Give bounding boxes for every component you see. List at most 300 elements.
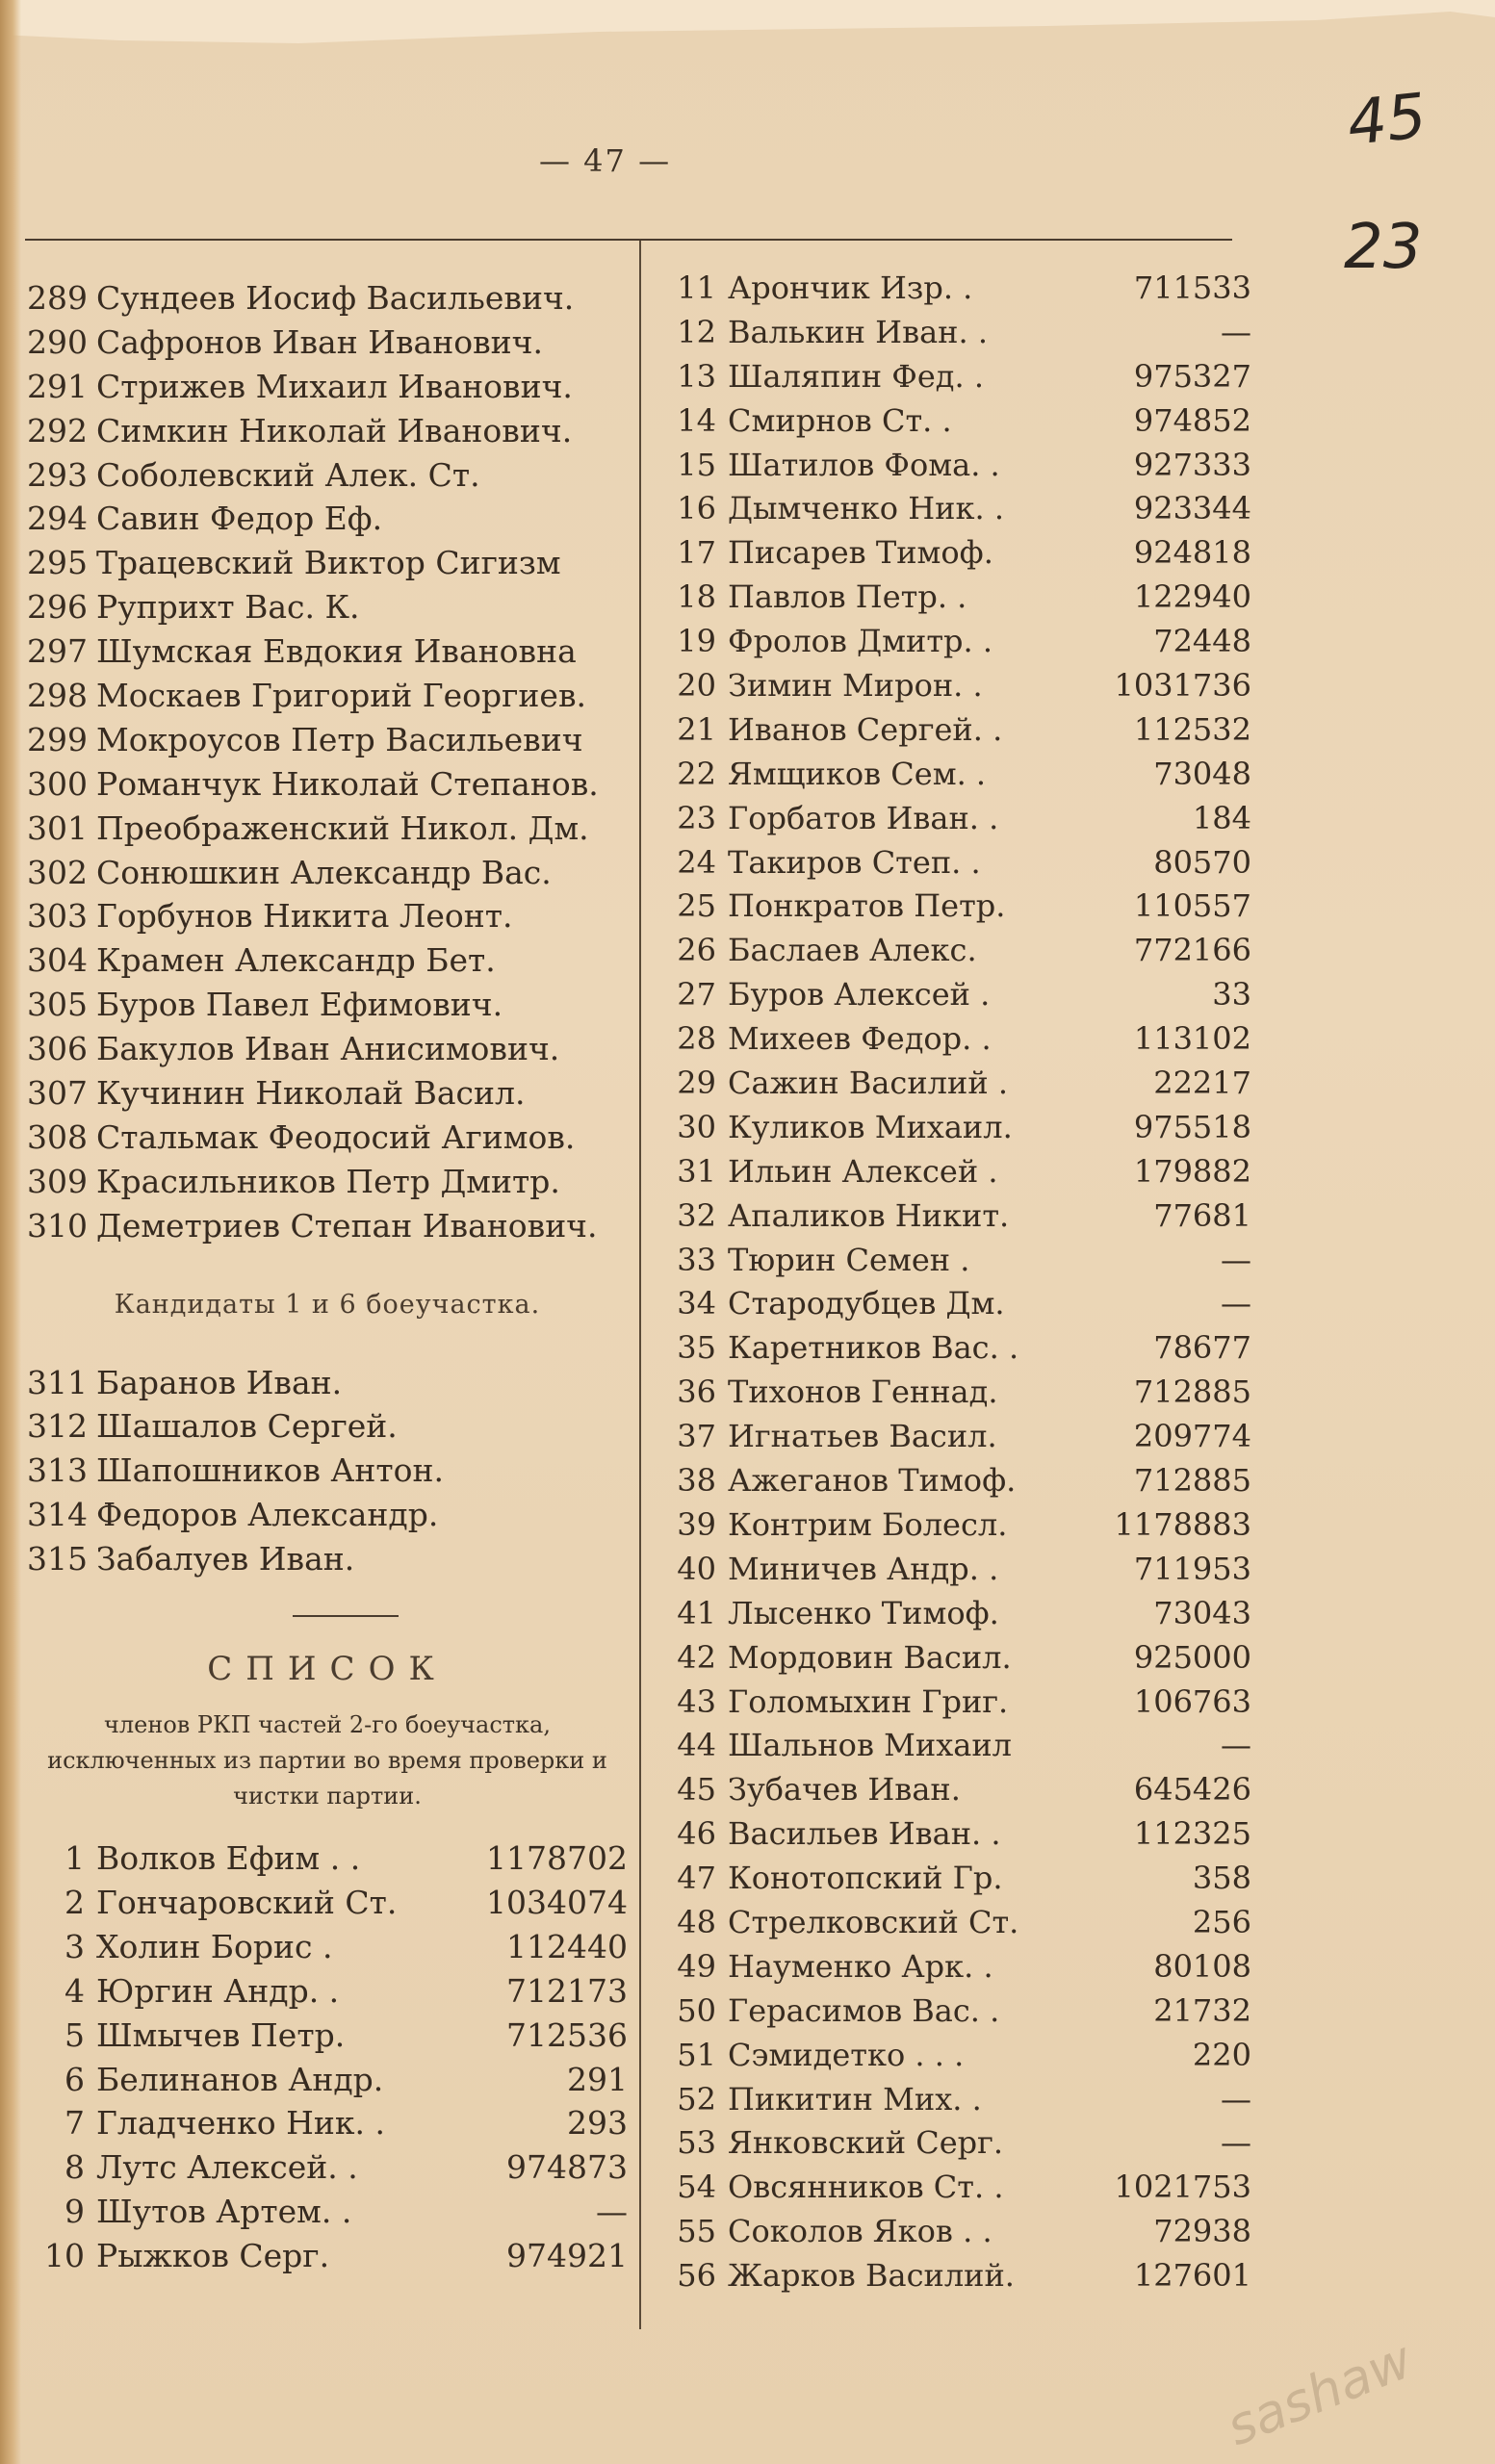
list-item <box>655 1020 1251 1065</box>
list-item <box>27 279 628 323</box>
item-number: 41 <box>677 1594 716 1631</box>
member-name: Федоров Александр. <box>96 1496 439 1534</box>
member-name: Смирнов Ст. . <box>728 401 952 439</box>
handwritten-note-top: 45 <box>1344 80 1431 161</box>
item-number: 17 <box>677 534 716 572</box>
list-item <box>27 2237 628 2281</box>
member-name: Рыжков Серг. <box>96 2237 330 2275</box>
member-name: Шумская Евдокия Ивановна <box>96 632 577 671</box>
item-number: 51 <box>677 2036 716 2073</box>
item-number: 21 <box>677 710 716 748</box>
item-number: 305 <box>27 986 88 1024</box>
member-name: Забалуев Иван. <box>96 1540 355 1578</box>
member-name: Белинанов Андр. <box>96 2060 384 2098</box>
item-number: 2 <box>64 1883 85 1921</box>
party-card-number: 220 <box>1192 2036 1251 2073</box>
torn-top-edge <box>0 0 1495 58</box>
member-name: Стародубцев Дм. <box>728 1285 1005 1322</box>
list-item <box>27 1407 628 1451</box>
item-number: 46 <box>677 1815 716 1853</box>
candidates-heading: Кандидаты 1 и 6 боеучастка. <box>114 1289 541 1320</box>
list-item <box>27 1030 628 1074</box>
list-item <box>655 976 1251 1020</box>
member-name: Горбунов Никита Леонт. <box>96 897 513 936</box>
item-number: 38 <box>677 1462 716 1500</box>
item-number: 290 <box>27 322 88 361</box>
party-card-number: 923344 <box>1133 490 1251 527</box>
item-number: 5 <box>64 2015 85 2054</box>
item-number: 1 <box>64 1839 85 1878</box>
member-name: Крамен Александр Бет. <box>96 941 496 980</box>
item-number: 52 <box>677 2080 716 2118</box>
member-name: Шашалов Сергей. <box>96 1407 398 1446</box>
list-item <box>27 1207 628 1251</box>
member-name: Преображенский Никол. Дм. <box>96 808 589 847</box>
item-number: 295 <box>27 544 88 582</box>
list-item <box>655 844 1251 888</box>
list-item <box>655 270 1251 314</box>
list-item <box>655 623 1251 667</box>
list-item <box>27 1163 628 1207</box>
list-item <box>27 1884 628 1928</box>
item-number: 9 <box>64 2193 85 2231</box>
party-card-number: 974873 <box>506 2148 628 2187</box>
list-item <box>655 1242 1251 1286</box>
party-card-number: 112532 <box>1133 710 1251 748</box>
item-number: 33 <box>677 1241 716 1278</box>
party-card-number: 975518 <box>1133 1108 1251 1145</box>
party-card-number: 106763 <box>1133 1682 1251 1720</box>
item-number: 49 <box>677 1947 716 1985</box>
party-card-number: 1178702 <box>486 1839 628 1878</box>
party-card-number: 1178883 <box>1114 1505 1251 1543</box>
party-card-number: 974852 <box>1133 401 1251 439</box>
party-card-number: 72938 <box>1153 2213 1251 2250</box>
member-name: Такиров Степ. . <box>728 843 981 881</box>
item-number: 6 <box>64 2060 85 2098</box>
party-card-number: 925000 <box>1133 1638 1251 1676</box>
item-number: 32 <box>677 1196 716 1234</box>
item-number: 296 <box>27 588 88 627</box>
item-number: 311 <box>27 1363 88 1401</box>
member-name: Стрижев Михаил Иванович. <box>96 367 573 405</box>
list-item <box>655 932 1251 976</box>
list-item <box>27 854 628 898</box>
member-name: Писарев Тимоф. <box>728 534 993 572</box>
list-item <box>27 809 628 854</box>
list-item <box>655 447 1251 491</box>
party-card-number: 112325 <box>1133 1815 1251 1853</box>
party-card-number: — <box>1221 1727 1251 1764</box>
left-column <box>27 279 628 2281</box>
member-name: Мордовин Васил. <box>728 1638 1012 1676</box>
member-name: Герасимов Вас. . <box>728 1991 1000 2029</box>
list-item <box>655 800 1251 844</box>
member-name: Каретников Вас. . <box>728 1329 1019 1367</box>
member-name: Шапошников Антон. <box>96 1451 445 1490</box>
party-card-number: 711953 <box>1133 1550 1251 1587</box>
member-name: Соболевский Алек. Ст. <box>96 455 480 494</box>
party-card-number: 73043 <box>1153 1594 1251 1631</box>
item-number: 55 <box>677 2213 716 2250</box>
item-number: 15 <box>677 446 716 483</box>
item-number: 291 <box>27 367 88 405</box>
item-number: 28 <box>677 1020 716 1058</box>
list-item <box>655 1462 1251 1506</box>
list-item <box>27 1364 628 1408</box>
item-number: 26 <box>677 932 716 969</box>
party-card-number: 712885 <box>1133 1462 1251 1500</box>
list-item <box>27 1928 628 1972</box>
party-card-number: 179882 <box>1133 1152 1251 1190</box>
party-card-number: 712173 <box>506 1971 628 2010</box>
member-name: Гончаровский Ст. <box>96 1883 398 1921</box>
item-number: 56 <box>677 2257 716 2295</box>
list-item <box>655 1815 1251 1860</box>
list-item <box>655 1904 1251 1948</box>
list-item <box>27 323 628 368</box>
member-name: Васильев Иван. . <box>728 1815 1001 1853</box>
member-name: Михеев Федор. . <box>728 1020 992 1058</box>
item-number: 300 <box>27 764 88 803</box>
list-item <box>655 1683 1251 1728</box>
list-item <box>27 1074 628 1118</box>
list-item <box>655 2169 1251 2213</box>
item-number: 299 <box>27 720 88 758</box>
expelled-list-right <box>655 270 1251 2301</box>
item-number: 40 <box>677 1550 716 1587</box>
party-card-number: 112440 <box>506 1927 628 1965</box>
item-number: 8 <box>64 2148 85 2187</box>
list-item <box>655 1727 1251 1771</box>
party-card-number: 712885 <box>1133 1373 1251 1411</box>
list-item <box>655 314 1251 358</box>
list-item <box>27 412 628 456</box>
item-number: 307 <box>27 1074 88 1113</box>
member-name: Красильников Петр Дмитр. <box>96 1162 560 1200</box>
member-name: Науменко Арк. . <box>728 1947 993 1985</box>
member-name: Апаликов Никит. <box>728 1196 1010 1234</box>
list-item <box>655 358 1251 402</box>
member-name: Арончик Изр. . <box>728 270 973 306</box>
party-card-number: 924818 <box>1133 534 1251 572</box>
item-number: 4 <box>64 1971 85 2010</box>
party-card-number: 78677 <box>1153 1329 1251 1367</box>
member-name: Миничев Андр. . <box>728 1550 999 1587</box>
list-item <box>655 2037 1251 2081</box>
party-card-number: 772166 <box>1133 932 1251 969</box>
list-item <box>655 1860 1251 1904</box>
member-name: Иванов Сергей. . <box>728 710 1003 748</box>
item-number: 44 <box>677 1727 716 1764</box>
item-number: 39 <box>677 1505 716 1543</box>
item-number: 12 <box>677 313 716 350</box>
item-number: 47 <box>677 1860 716 1897</box>
item-number: 310 <box>27 1206 88 1245</box>
right-column <box>655 270 1251 2301</box>
member-name: Гладченко Ник. . <box>96 2104 385 2143</box>
member-name: Пикитин Мих. . <box>728 2080 982 2118</box>
party-card-number: — <box>1221 1285 1251 1322</box>
list-item <box>655 534 1251 578</box>
item-number: 294 <box>27 500 88 538</box>
list-item <box>655 1285 1251 1329</box>
member-name: Юргин Андр. . <box>96 1971 340 2010</box>
list-item <box>27 765 628 809</box>
list-item <box>655 2081 1251 2125</box>
item-number: 27 <box>677 976 716 1014</box>
list-item <box>27 544 628 588</box>
list-item <box>27 941 628 986</box>
list-item <box>27 1496 628 1540</box>
item-number: 42 <box>677 1638 716 1676</box>
list-item <box>655 1551 1251 1595</box>
handwritten-note-second: 23 <box>1344 212 1423 283</box>
item-number: 312 <box>27 1407 88 1446</box>
list-item <box>27 1118 628 1163</box>
party-card-number: 1021753 <box>1114 2169 1251 2206</box>
party-card-number: 22217 <box>1153 1065 1251 1102</box>
member-name: Лысенко Тимоф. <box>728 1594 999 1631</box>
list-item <box>655 402 1251 447</box>
list-item <box>655 1197 1251 1242</box>
member-name: Трацевский Виктор Сигизм <box>96 544 561 582</box>
party-card-number: 73048 <box>1153 755 1251 792</box>
member-name: Тихонов Геннад. <box>728 1373 998 1411</box>
party-card-number: — <box>1221 1241 1251 1278</box>
item-number: 304 <box>27 941 88 980</box>
member-name: Ямщиков Сем. . <box>728 755 987 792</box>
member-name: Сафронов Иван Иванович. <box>96 322 543 361</box>
member-name: Сажин Василий . <box>728 1065 1008 1102</box>
item-number: 31 <box>677 1152 716 1190</box>
item-number: 3 <box>64 1927 85 1965</box>
member-name: Контрим Болесл. <box>728 1505 1008 1543</box>
item-number: 53 <box>677 2124 716 2162</box>
item-number: 43 <box>677 1682 716 1720</box>
member-name: Шаляпин Фед. . <box>728 357 984 395</box>
member-name: Соколов Яков . . <box>728 2213 992 2250</box>
list-item <box>27 368 628 412</box>
member-name: Понкратов Петр. <box>728 887 1006 925</box>
list-item <box>27 677 628 721</box>
item-number: 48 <box>677 1903 716 1940</box>
member-name: Горбатов Иван. . <box>728 799 999 836</box>
member-name: Зимин Мирон. . <box>728 667 983 705</box>
list-item <box>27 1839 628 1884</box>
item-number: 301 <box>27 808 88 847</box>
member-name: Шальнов Михаил <box>728 1727 1012 1764</box>
member-name: Бакулов Иван Анисимович. <box>96 1030 560 1068</box>
member-name: Куликов Михаил. <box>728 1108 1013 1145</box>
item-number: 35 <box>677 1329 716 1367</box>
member-name: Романчук Николай Степанов. <box>96 764 599 803</box>
page-number: — 47 — <box>539 142 672 179</box>
member-name: Лутс Алексей. . <box>96 2148 358 2187</box>
item-number: 292 <box>27 411 88 449</box>
list-item <box>655 1153 1251 1197</box>
party-card-number: 293 <box>567 2104 628 2143</box>
member-name: Овсянников Ст. . <box>728 2169 1004 2206</box>
list-item <box>27 2061 628 2105</box>
list-item <box>655 1373 1251 1418</box>
list-item <box>655 1948 1251 1992</box>
list-item <box>655 2257 1251 2301</box>
member-name: Дымченко Ник. . <box>728 490 1004 527</box>
list-item <box>27 632 628 677</box>
item-number: 10 <box>44 2237 85 2275</box>
item-number: 298 <box>27 677 88 715</box>
member-name: Сэмидетко . . . <box>728 2036 965 2073</box>
member-name: Стальмак Феодосий Агимов. <box>96 1117 576 1156</box>
list-item <box>27 2104 628 2148</box>
member-name: Игнатьев Васил. <box>728 1418 997 1455</box>
list-item <box>27 897 628 941</box>
party-card-number: 209774 <box>1133 1418 1251 1455</box>
member-name: Москаев Григорий Георгиев. <box>96 677 587 715</box>
item-number: 293 <box>27 455 88 494</box>
party-card-number: 72448 <box>1153 623 1251 660</box>
party-card-number: 927333 <box>1133 446 1251 483</box>
section-divider <box>293 1615 399 1617</box>
party-card-number: 113102 <box>1133 1020 1251 1058</box>
member-name: Янковский Серг. <box>728 2124 1004 2162</box>
party-card-number: 712536 <box>506 2015 628 2054</box>
item-number: 16 <box>677 490 716 527</box>
party-card-number: 974921 <box>506 2237 628 2275</box>
member-name: Волков Ефим . . <box>96 1839 361 1878</box>
party-card-number: 80570 <box>1153 843 1251 881</box>
member-name: Тюрин Семен . <box>728 1241 970 1278</box>
item-number: 23 <box>677 799 716 836</box>
list-item <box>655 490 1251 534</box>
member-name: Шатилов Фома. . <box>728 446 1000 483</box>
member-name: Руприхт Вас. К. <box>96 588 360 627</box>
list-item <box>655 1771 1251 1815</box>
list-item <box>655 887 1251 932</box>
list-item <box>655 1418 1251 1462</box>
party-card-number: — <box>596 2193 628 2231</box>
member-name: Шутов Артем. . <box>96 2193 352 2231</box>
party-card-number: — <box>1221 313 1251 350</box>
party-card-number: — <box>1221 2080 1251 2118</box>
column-divider <box>639 241 641 2329</box>
party-card-number: 975327 <box>1133 357 1251 395</box>
item-number: 36 <box>677 1373 716 1411</box>
binding-edge <box>0 0 21 2464</box>
list-item <box>655 2124 1251 2169</box>
member-name: Баранов Иван. <box>96 1363 343 1401</box>
item-number: 308 <box>27 1117 88 1156</box>
item-number: 302 <box>27 853 88 891</box>
watermark: sashaw <box>1218 2328 1421 2458</box>
list-item <box>27 986 628 1030</box>
party-card-number: 33 <box>1212 976 1251 1014</box>
list-item <box>27 2016 628 2061</box>
item-number: 303 <box>27 897 88 936</box>
list-item <box>655 2213 1251 2257</box>
item-number: 37 <box>677 1418 716 1455</box>
member-name: Конотопский Гр. <box>728 1860 1003 1897</box>
member-name: Баслаев Алекс. <box>728 932 977 969</box>
party-card-number: 256 <box>1192 1903 1251 1940</box>
list-item <box>655 1506 1251 1551</box>
item-number: 25 <box>677 887 716 925</box>
item-number: 24 <box>677 843 716 881</box>
party-card-number: 184 <box>1192 799 1251 836</box>
item-number: 306 <box>27 1030 88 1068</box>
party-card-number: 1031736 <box>1114 667 1251 705</box>
list-description: членов РКП частей 2-го боеучастка, исключенных из партии во время проверки и чистки партии. <box>47 1711 607 1810</box>
party-card-number: 77681 <box>1153 1196 1251 1234</box>
list-title: СПИСОК <box>207 1650 448 1689</box>
list-item <box>27 1972 628 2016</box>
member-name: Холин Борис . <box>96 1927 333 1965</box>
member-name: Фролов Дмитр. . <box>728 623 993 660</box>
item-number: 45 <box>677 1771 716 1809</box>
list-item <box>655 578 1251 623</box>
list-item <box>655 1109 1251 1153</box>
party-card-number: 358 <box>1192 1860 1251 1897</box>
item-number: 13 <box>677 357 716 395</box>
item-number: 29 <box>677 1065 716 1102</box>
item-number: 34 <box>677 1285 716 1322</box>
list-item <box>27 500 628 544</box>
candidates-list <box>27 1364 628 1584</box>
item-number: 50 <box>677 1991 716 2029</box>
member-name: Стрелковский Ст. <box>728 1903 1019 1940</box>
member-name: Ильин Алексей . <box>728 1152 998 1190</box>
member-name: Савин Федор Еф. <box>96 500 383 538</box>
list-item <box>27 721 628 765</box>
member-name: Сонюшкин Александр Вас. <box>96 853 552 891</box>
item-number: 315 <box>27 1540 88 1578</box>
expelled-list-left <box>27 1839 628 2281</box>
item-number: 30 <box>677 1108 716 1145</box>
member-name: Валькин Иван. . <box>728 313 989 350</box>
item-number: 313 <box>27 1451 88 1490</box>
party-card-number: 122940 <box>1133 578 1251 616</box>
member-name: Зубачев Иван. <box>728 1771 961 1809</box>
party-card-number: 127601 <box>1133 2257 1251 2295</box>
member-name: Шмычев Петр. <box>96 2015 346 2054</box>
member-name: Ажеганов Тимоф. <box>728 1462 1017 1500</box>
list-item <box>27 1451 628 1496</box>
list-item <box>655 1065 1251 1109</box>
member-name: Мокроусов Петр Васильевич <box>96 720 583 758</box>
item-number: 22 <box>677 755 716 792</box>
member-name: Кучинин Николай Васил. <box>96 1074 526 1113</box>
list-item <box>27 2193 628 2237</box>
member-name: Буров Алексей . <box>728 976 991 1014</box>
party-card-number: 291 <box>567 2060 628 2098</box>
list-item <box>655 1992 1251 2037</box>
item-number: 297 <box>27 632 88 671</box>
list-item <box>655 1595 1251 1639</box>
list-item <box>27 2148 628 2193</box>
party-card-number: 645426 <box>1133 1771 1251 1809</box>
members-list <box>27 279 628 1251</box>
list-item <box>655 667 1251 711</box>
list-item <box>27 588 628 632</box>
item-number: 289 <box>27 279 88 317</box>
item-number: 11 <box>677 270 716 306</box>
item-number: 309 <box>27 1162 88 1200</box>
list-item <box>27 456 628 500</box>
member-name: Деметриев Степан Иванович. <box>96 1206 598 1245</box>
party-card-number: 21732 <box>1153 1991 1251 2029</box>
list-item <box>655 756 1251 800</box>
